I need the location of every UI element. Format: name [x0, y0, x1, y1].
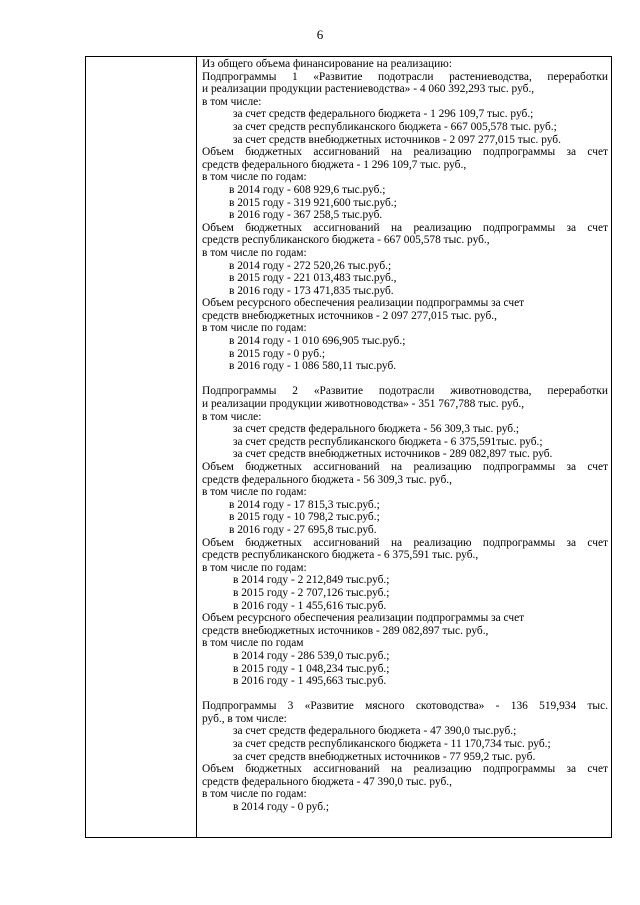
text-line: и реализации продукции растениеводства» - 4 060 392,293 тыс. руб.,	[202, 83, 535, 96]
text-line: средств внебюджетных источников - 289 082,897 тыс. руб.,	[202, 624, 489, 637]
text-line: Объем ресурсного обеспечения реализации подпрограммы за счет	[202, 612, 525, 625]
text-line: за счет средств республиканского бюджета - 11 170,734 тыс. руб.;	[233, 738, 551, 751]
text-line: за счет средств внебюджетных источников - 77 959,2 тыс. руб.	[233, 750, 536, 763]
text-line: Объем бюджетных ассигнований на реализацию подпрограммы за счет	[202, 146, 608, 159]
text-line: средств федерального бюджета - 47 390,0 тыс. руб.,	[202, 775, 452, 788]
text-line: в 2014 году - 0 руб.;	[233, 801, 330, 814]
text-line: в 2015 году - 2 707,126 тыс.руб.;	[233, 586, 390, 599]
page-number: 6	[316, 27, 324, 42]
text-line: в том числе по годам:	[202, 788, 307, 801]
text-line: в 2014 году - 17 815,3 тыс.руб.;	[229, 498, 380, 511]
text-line: Объем бюджетных ассигнований на реализацию подпрограммы за счет	[202, 536, 608, 549]
text-line: в том числе по годам:	[202, 322, 307, 335]
text-line: в том числе по годам	[202, 637, 304, 650]
text-line: в 2016 году - 1 455,616 тыс.руб.	[233, 599, 387, 612]
text-line: за счет средств республиканского бюджета - 6 375,591тыс. руб.;	[233, 435, 543, 448]
text-line: в 2014 году - 272 520,26 тыс.руб.;	[229, 259, 392, 272]
paragraph-gap	[202, 688, 608, 701]
text-line: в 2015 году - 0 руб.;	[229, 347, 326, 360]
text-line: Объем бюджетных ассигнований на реализацию подпрограммы за счет	[202, 763, 608, 776]
text-line: Объем бюджетных ассигнований на реализацию подпрограммы за счет	[202, 221, 608, 234]
text-line: в том числе:	[202, 410, 262, 423]
text-line: в том числе по годам:	[202, 486, 307, 499]
text-line: средств федерального бюджета - 56 309,3 тыс. руб.,	[202, 473, 452, 486]
text-line: в 2014 году - 2 212,849 тыс.руб.;	[233, 574, 390, 587]
text-line: Подпрограммы 2 «Развитие подотрасли животноводства, переработки	[202, 385, 608, 398]
text-line: Объем ресурсного обеспечения реализации подпрограммы за счет	[202, 297, 525, 310]
text-line: Объем бюджетных ассигнований на реализацию подпрограммы за счет	[202, 461, 608, 473]
text-line: в 2015 году - 319 921,600 тыс.руб.;	[229, 196, 397, 209]
text-line: в 2014 году - 1 010 696,905 тыс.руб.;	[229, 335, 406, 348]
text-line: средств республиканского бюджета - 6 375,591 тыс. руб.,	[202, 549, 479, 562]
text-line: за счет средств республиканского бюджета - 667 005,578 тыс. руб.;	[233, 120, 557, 133]
paragraph-gap	[202, 373, 608, 386]
text-line: и реализации продукции животноводства» - 351 767,788 тыс. руб.,	[202, 398, 525, 411]
text-line: в том числе по годам:	[202, 246, 307, 259]
text-line: средств республиканского бюджета - 667 005,578 тыс. руб.,	[202, 234, 490, 247]
text-line: в 2016 году - 1 495,663 тыс.руб.	[233, 675, 387, 688]
text-line: Подпрограммы 3 «Развитие мясного скотоводства» - 136 519,934 тыс.	[202, 700, 608, 713]
text-line: средств внебюджетных источников - 2 097 277,015 тыс. руб.,	[202, 309, 497, 322]
text-line: в 2014 году - 286 539,0 тыс.руб.;	[233, 649, 390, 662]
text-line: за счет средств внебюджетных источников - 289 082,897 тыс. руб.	[233, 448, 553, 461]
text-line: в 2014 году - 608 929,6 тыс.руб.;	[229, 183, 386, 196]
financing-text-cell	[202, 58, 608, 814]
text-line: в 2016 году - 367 258,5 тыс.руб.	[229, 209, 383, 222]
text-line: в 2016 году - 173 471,835 тыс.руб.	[229, 284, 394, 297]
text-line: за счет средств внебюджетных источников - 2 097 277,015 тыс. руб.	[233, 133, 561, 146]
text-line: в 2016 году - 1 086 580,11 тыс.руб.	[229, 360, 397, 373]
text-line: в том числе по годам:	[202, 171, 307, 184]
text-line: Подпрограммы 1 «Развитие подотрасли растениеводства, переработки	[202, 70, 608, 83]
text-line: в 2015 году - 1 048,234 тыс.руб.;	[233, 662, 390, 675]
text-line: за счет средств федерального бюджета - 1 296 109,7 тыс. руб.;	[233, 108, 534, 121]
text-line: в 2015 году - 221 013,483 тыс.руб.,	[229, 272, 397, 285]
text-line: за счет средств федерального бюджета - 56 309,3 тыс. руб.;	[233, 423, 520, 436]
text-line: в том числе:	[202, 95, 262, 108]
text-line: руб., в том числе:	[202, 712, 287, 725]
text-line: за счет средств федерального бюджета - 47 390,0 тыс.руб.;	[233, 725, 517, 738]
text-line: средств федерального бюджета - 1 296 109,7 тыс. руб.,	[202, 158, 467, 171]
text-line: Из общего объема финансирование на реализацию:	[202, 58, 452, 70]
column-divider	[196, 57, 197, 837]
text-line: в том числе по годам:	[202, 561, 307, 574]
text-line: в 2016 году - 27 695,8 тыс.руб.	[229, 523, 377, 536]
text-line: в 2015 году - 10 798,2 тыс.руб.;	[229, 511, 380, 524]
financing-table	[85, 56, 612, 838]
